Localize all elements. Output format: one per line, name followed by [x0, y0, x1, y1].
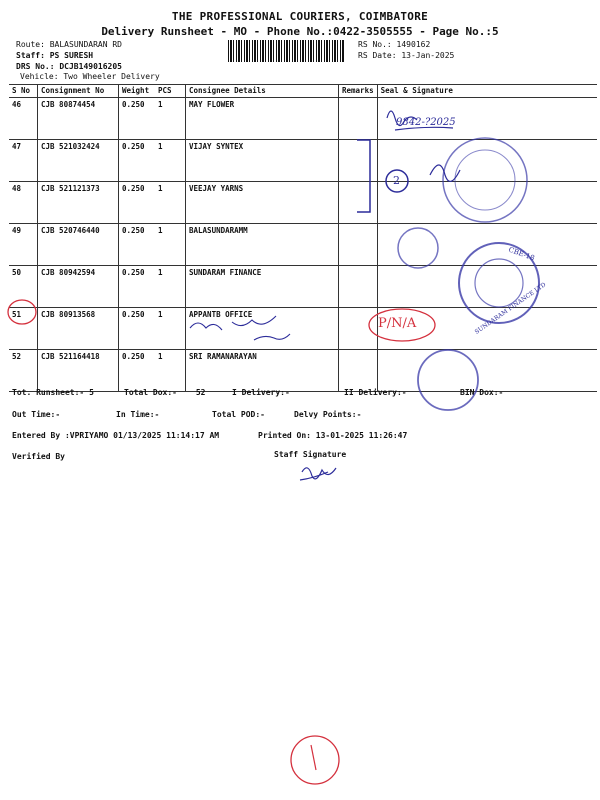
- signature-cell: [377, 350, 597, 392]
- out-time: Out Time:-: [12, 410, 61, 419]
- consignee-cell: SRI RAMANARAYAN: [186, 350, 339, 392]
- sno-cell: 50: [9, 266, 38, 308]
- consignee-cell: BALASUNDARAMM: [186, 224, 339, 266]
- pcs-cell: 1: [155, 350, 186, 392]
- table-row: [9, 140, 597, 182]
- rs-date-line: [358, 51, 454, 60]
- signature-cell: [377, 140, 597, 182]
- in-time: In Time:-: [116, 410, 160, 419]
- rs-no-value: 1490162: [396, 40, 431, 49]
- tot-runsheet-label: Tot. Runsheet:-: [12, 388, 85, 397]
- consignment-cell: CJB 521164418: [38, 350, 119, 392]
- pcs-cell: 1: [155, 224, 186, 266]
- remarks-cell: [339, 308, 378, 350]
- weight-cell: 0.250: [119, 308, 156, 350]
- consignee-cell: SUNDARAM FINANCE: [186, 266, 339, 308]
- weight-cell: 0.250: [119, 98, 156, 140]
- signature-cell: [377, 182, 597, 224]
- consignee-cell: APPANTB OFFICE: [186, 308, 339, 350]
- col-remarks: Remarks: [339, 85, 378, 98]
- pcs-cell: 1: [155, 308, 186, 350]
- sno-cell: 51: [9, 308, 38, 350]
- route-label: Route:: [16, 40, 45, 49]
- sno-cell: 47: [9, 140, 38, 182]
- vehicle-line: [20, 72, 160, 81]
- sno-cell: 52: [9, 350, 38, 392]
- col-seal-signature: Seal & Signature: [377, 85, 597, 98]
- pcs-cell: 1: [155, 98, 186, 140]
- printed-on: Printed On: 13-01-2025 11:26:47: [258, 431, 408, 440]
- weight-cell: 0.250: [119, 140, 156, 182]
- verified-by: Verified By: [12, 452, 65, 461]
- remarks-cell: [339, 266, 378, 308]
- pcs-cell: 1: [155, 140, 186, 182]
- remarks-cell: [339, 182, 378, 224]
- tot-runsheet: [12, 388, 94, 397]
- remarks-cell: [339, 140, 378, 182]
- total-pod: Total POD:-: [212, 410, 265, 419]
- consignment-cell: CJB 80874454: [38, 98, 119, 140]
- weight-cell: 0.250: [119, 350, 156, 392]
- col-pcs: PCS: [155, 85, 186, 98]
- total-dox-label: Total Dox:-: [124, 388, 177, 397]
- col-consignment: Consignment No: [38, 85, 119, 98]
- staff-value: PS SURESH: [49, 51, 94, 60]
- rs-date-label: RS Date:: [358, 51, 397, 60]
- barcode: [228, 40, 345, 62]
- circled-two-text: 2: [393, 174, 400, 187]
- table-row: [9, 98, 597, 140]
- staff-signature-label: Staff Signature: [274, 450, 347, 459]
- weight-cell: 0.250: [119, 182, 156, 224]
- col-consignee: Consignee Details: [186, 85, 339, 98]
- tot-runsheet-value: 5: [89, 388, 94, 397]
- table-header-row: [9, 85, 597, 98]
- route-line: [16, 40, 122, 49]
- remarks-cell: [339, 350, 378, 392]
- consignee-cell: VIJAY SYNTEX: [186, 140, 339, 182]
- remarks-cell: [339, 224, 378, 266]
- sno-cell: 48: [9, 182, 38, 224]
- rs-no-line: [358, 40, 430, 49]
- col-weight: Weight: [119, 85, 156, 98]
- col-sno: S No: [9, 85, 38, 98]
- vehicle-label: Vehicle:: [20, 72, 59, 81]
- table-row: [9, 224, 597, 266]
- consignment-cell: CJB 80942594: [38, 266, 119, 308]
- handwritten-phone: 9842-?2025: [396, 117, 456, 128]
- pcs-cell: 1: [155, 182, 186, 224]
- bin-dox: BIN Dox:-: [460, 388, 504, 397]
- pcs-cell: 1: [155, 266, 186, 308]
- i-delivery: I Delivery:-: [232, 388, 290, 397]
- sno-cell: 46: [9, 98, 38, 140]
- consignment-cell: CJB 520746440: [38, 224, 119, 266]
- total-dox: [124, 388, 205, 397]
- red-mark-bottom: [311, 745, 316, 770]
- stamp-cbe-text: CBE-18: [507, 245, 536, 263]
- remarks-cell: [339, 98, 378, 140]
- weight-cell: 0.250: [119, 266, 156, 308]
- drs-value: DCJB149016205: [59, 62, 122, 71]
- red-circle-bottom: [291, 736, 339, 784]
- consignment-table: [9, 84, 597, 392]
- consignee-cell: MAY FLOWER: [186, 98, 339, 140]
- total-dox-value: 52: [195, 388, 206, 397]
- company-title: THE PROFESSIONAL COURIERS, COIMBATORE: [171, 10, 429, 23]
- sno-cell: 49: [9, 224, 38, 266]
- staff-signature-scribble: [300, 468, 336, 480]
- signature-cell: [377, 224, 597, 266]
- staff-line: [16, 51, 93, 60]
- staff-label: Staff:: [16, 51, 45, 60]
- weight-cell: 0.250: [119, 224, 156, 266]
- entered-by: Entered By :VPRIYAMO 01/13/2025 11:14:17 AM: [12, 431, 220, 440]
- consignee-cell: VEEJAY YARNS: [186, 182, 339, 224]
- table-row: [9, 182, 597, 224]
- rs-no-label: RS No.:: [358, 40, 392, 49]
- vehicle-value: Two Wheeler Delivery: [63, 72, 160, 81]
- consignment-cell: CJB 521121373: [38, 182, 119, 224]
- route-value: BALASUNDARAN RD: [49, 40, 122, 49]
- delvy-points: Delvy Points:-: [294, 410, 362, 419]
- signature-cell: [377, 266, 597, 308]
- runsheet-subtitle: Delivery Runsheet - MO - Phone No.:0422-3505555 - Page No.:5: [101, 25, 499, 38]
- ii-delivery: II Delivery:-: [344, 388, 407, 397]
- pna-text: P/N/A: [378, 316, 417, 331]
- sundaram-stamp-text: SUNDARAM FINANCE LTD: [473, 281, 548, 336]
- consignment-cell: CJB 521032424: [38, 140, 119, 182]
- table-row: [9, 266, 597, 308]
- drs-line: [16, 62, 122, 71]
- rs-date-value: 13-Jan-2025: [401, 51, 455, 60]
- consignment-cell: CJB 80913568: [38, 308, 119, 350]
- table-row: [9, 350, 597, 392]
- drs-label: DRS No.:: [16, 62, 55, 71]
